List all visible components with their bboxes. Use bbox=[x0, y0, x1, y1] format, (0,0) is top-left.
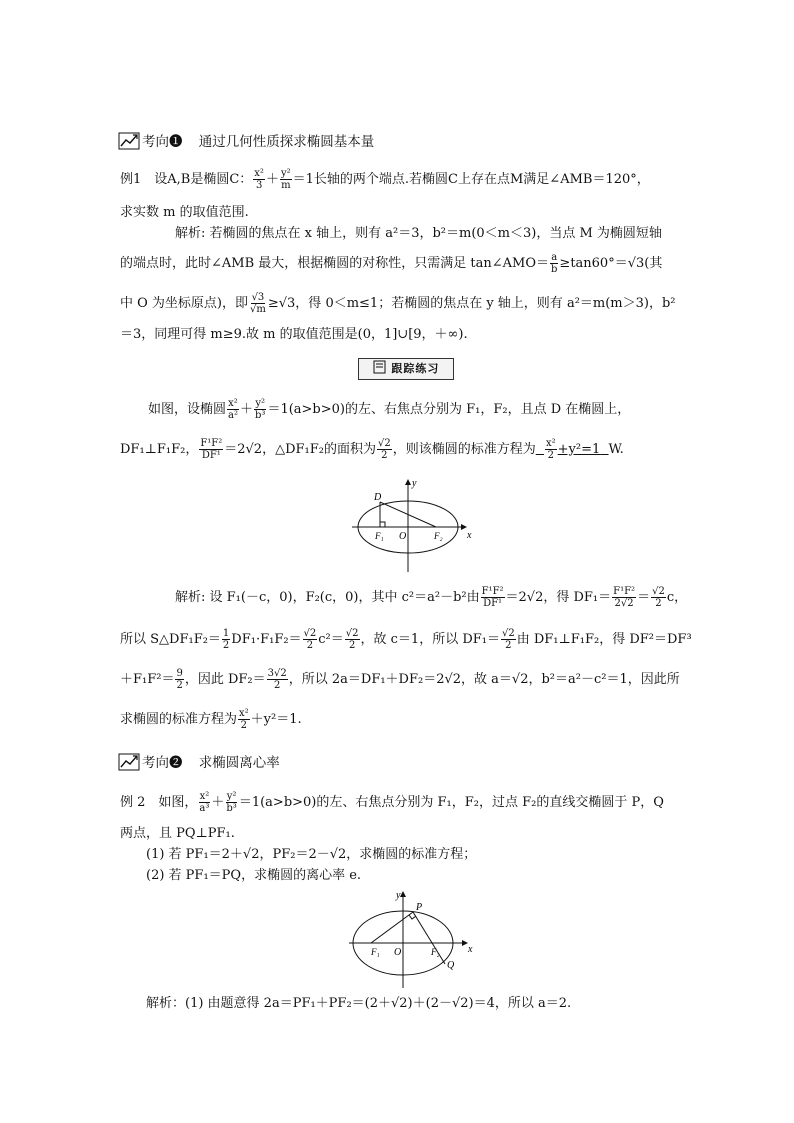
fraction: $\frac{\text{y²}}{\text{b³}}$ bbox=[255, 398, 266, 421]
text: 所以 S△DF₁F₂＝ bbox=[120, 632, 221, 647]
text: ＝1(a>b>0)的左、右焦点分别为 F₁，F₂，过点 F₂的直线交椭圆于 P，Q bbox=[238, 795, 664, 810]
badge-label: 跟踪练习 bbox=[391, 362, 440, 375]
text: ，因此 DF₂＝ bbox=[184, 672, 266, 687]
ex2-line2: 两点，且 PQ⊥PF₁. bbox=[120, 826, 235, 841]
ex2-line1: 例 2 如图， $\frac{\text{x²}}{\text{a³}}$ ＋ $\frac{\text{y²}}{\text{b³}}$ ＝1(a>b>0)的左、右焦点分别为 F₁，F₂，过点 F₂的直线交椭圆于 P，Q bbox=[120, 791, 664, 814]
section-title: 通过几何性质探求椭圆基本量 bbox=[198, 134, 375, 150]
fraction: $\frac{\text{x²}}{3}$ bbox=[254, 168, 264, 191]
text: 长轴的两个端点.若椭圆C上存在点M满足∠AMB＝120°， bbox=[313, 172, 650, 187]
fraction: $\frac{\text{x²}}{\text{a³}}$ bbox=[199, 791, 210, 814]
label-O: O bbox=[399, 531, 407, 542]
label-F1: F₁ bbox=[375, 531, 384, 541]
text: ＝1(a>b>0)的左、右焦点分别为 F₁，F₂，且点 D 在椭圆上， bbox=[267, 402, 631, 417]
ex1-solution-line4: ＝3，同理可得 m≥9.故 m 的取值范围是(0，1]∪[9，＋∞). bbox=[120, 327, 468, 342]
practice-solution-line4 bbox=[120, 708, 302, 731]
ex1-solution-line2 bbox=[120, 252, 662, 275]
label-F2: F₂ bbox=[434, 531, 443, 541]
section-heading-1 bbox=[118, 132, 374, 152]
ex1-solution-line1: 解析: 若椭圆的焦点在 x 轴上，则有 a²＝3，b²＝m(0＜m＜3)，当点 M 为椭圆短轴 bbox=[175, 226, 662, 241]
text: ＋y²＝1. bbox=[250, 712, 302, 727]
practice-solution-line1 bbox=[175, 586, 687, 609]
practice-line2 bbox=[120, 438, 624, 461]
text: c²＝ bbox=[318, 632, 344, 647]
text: ，所以 2a＝DF₁＋DF₂＝2√2，故 a＝√2，b²＝a²－c²＝1，因此所 bbox=[288, 672, 680, 687]
label-Q: Q bbox=[447, 960, 455, 971]
section-mark: 考向❷ bbox=[142, 755, 183, 771]
ex1-line1: 例1 设A,B是椭圆C： $\frac{\text{x²}}{3}$ ＋ $\frac{\text{y²}}{m}$ ＝1长轴的两个端点.若椭圆C上存在点M满足∠AMB＝120°， bbox=[120, 168, 650, 191]
label-P: P bbox=[416, 902, 423, 913]
fraction: $\frac{\text{F¹F²}}{2√2}$ bbox=[613, 586, 636, 609]
label-F1: F₁ bbox=[371, 947, 380, 957]
ellipse-figure-2 bbox=[345, 886, 480, 990]
fraction: $\frac{a}{b}$ bbox=[551, 252, 558, 275]
section-heading-2 bbox=[118, 753, 280, 773]
section-title: 求椭圆离心率 bbox=[198, 755, 280, 771]
text: ≥tan60°＝√3(其 bbox=[559, 256, 663, 271]
text: 由 DF₁⊥F₁F₂，得 DF²＝DF³ bbox=[516, 632, 692, 647]
ex2-question1: (1) 若 PF₁＝2＋√2，PF₂＝2－√2，求椭圆的标准方程； bbox=[146, 847, 477, 862]
text: ≥√3，得 0＜m≤1；若椭圆的焦点在 y 轴上，则有 a²＝m(m＞3)，b² bbox=[267, 296, 676, 311]
text: 的端点时，此时∠AMB 最大，根据椭圆的对称性，只需满足 tan∠AMO＝ bbox=[120, 256, 550, 271]
fraction: $\frac{√2}{2}$ bbox=[502, 628, 515, 651]
fraction: $\frac{\text{F¹F²}}{\text{DF¹}}$ bbox=[481, 586, 504, 609]
fraction: $\frac{\text{F¹F²}}{\text{DF¹}}$ bbox=[200, 438, 223, 461]
fraction: $\frac{\text{y²}}{\text{b³}}$ bbox=[226, 791, 237, 814]
fraction: $\frac{\text{x²}}{2}$ bbox=[239, 708, 249, 731]
segment-PQ bbox=[413, 912, 445, 964]
practice-badge bbox=[358, 358, 454, 380]
text: DF₁·F₁F₂＝ bbox=[231, 632, 302, 647]
text: 例1 设A,B是椭圆C： bbox=[120, 172, 253, 187]
fraction: $\frac{√2}{2}$ bbox=[377, 438, 391, 461]
ex2-question2: (2) 若 PF₁＝PQ，求椭圆的离心率 e. bbox=[146, 868, 362, 883]
text: ＝2√2，得 DF₁＝ bbox=[505, 590, 612, 605]
text: W. bbox=[608, 442, 624, 457]
right-angle-mark bbox=[380, 522, 385, 527]
text: ，故 c＝1，所以 DF₁＝ bbox=[360, 632, 500, 647]
text: 求椭圆的标准方程为 bbox=[120, 712, 238, 727]
fraction: $\frac{9}{2}$ bbox=[176, 668, 183, 691]
section-mark: 考向❶ bbox=[142, 134, 183, 150]
label-y: y bbox=[396, 890, 401, 901]
label-D: D bbox=[374, 492, 382, 503]
practice-line1: 如图，设椭圆 $\frac{\text{x²}}{\text{a²}}$ ＋ $\frac{\text{y²}}{\text{b³}}$ ＝1(a>b>0)的左、右焦点分别为 F₁，F₂，且点 D 在椭圆上， bbox=[148, 398, 631, 421]
practice-solution-line2 bbox=[120, 628, 692, 651]
fraction: $\frac{√3}{√m}$ bbox=[250, 292, 266, 315]
text: DF₁⊥F₁F₂， bbox=[120, 442, 199, 457]
ex2-solution-line1: 解析：(1) 由题意得 2a＝PF₁＋PF₂＝(2＋√2)＋(2－√2)＝4，所以 a＝2. bbox=[146, 996, 572, 1011]
text: ＋F₁F²＝ bbox=[120, 672, 175, 687]
fraction: $\frac{√2}{2}$ bbox=[652, 586, 665, 609]
fraction: $\frac{√2}{2}$ bbox=[303, 628, 317, 651]
text: ，则该椭圆的标准方程为 bbox=[392, 442, 536, 457]
fraction: $\frac{3√2}{2}$ bbox=[267, 668, 287, 691]
ellipse-figure-1 bbox=[348, 474, 478, 574]
text: 如图，设椭圆 bbox=[148, 402, 227, 417]
trend-chart-icon bbox=[118, 753, 140, 771]
fraction: $\frac{\text{x²}}{\text{a²}}$ bbox=[228, 398, 238, 421]
label-x: x bbox=[467, 530, 472, 541]
text: c， bbox=[666, 590, 688, 605]
label-F2: F₂ bbox=[431, 947, 440, 957]
text: 中 O 为坐标原点)，即 bbox=[120, 296, 248, 311]
label-y: y bbox=[412, 478, 417, 489]
ex1-solution-line3 bbox=[120, 292, 676, 315]
label-x: x bbox=[468, 944, 473, 955]
fraction: $\frac{√2}{2}$ bbox=[345, 628, 359, 651]
label-O: O bbox=[394, 947, 402, 958]
text: ＝ bbox=[637, 590, 651, 605]
text: 例 2 如图， bbox=[120, 795, 198, 810]
notebook-icon bbox=[373, 360, 387, 374]
trend-chart-icon bbox=[118, 132, 140, 150]
fraction: $\frac{1}{2}$ bbox=[222, 628, 230, 651]
segment-PF1 bbox=[371, 912, 413, 943]
fraction: $\frac{\text{y²}}{m}$ bbox=[280, 168, 291, 191]
practice-solution-line3 bbox=[120, 668, 680, 691]
ex1-line2: 求实数 m 的取值范围. bbox=[120, 205, 249, 220]
text: ＝2√2，△DF₁F₂的面积为 bbox=[224, 442, 376, 457]
text: 解析: 设 F₁(－c，0)，F₂(c，0)，其中 c²＝a²－b²由 bbox=[175, 590, 480, 605]
answer-blank: $\frac{\text{x²}}{2}$ +y²=1 bbox=[545, 438, 601, 461]
